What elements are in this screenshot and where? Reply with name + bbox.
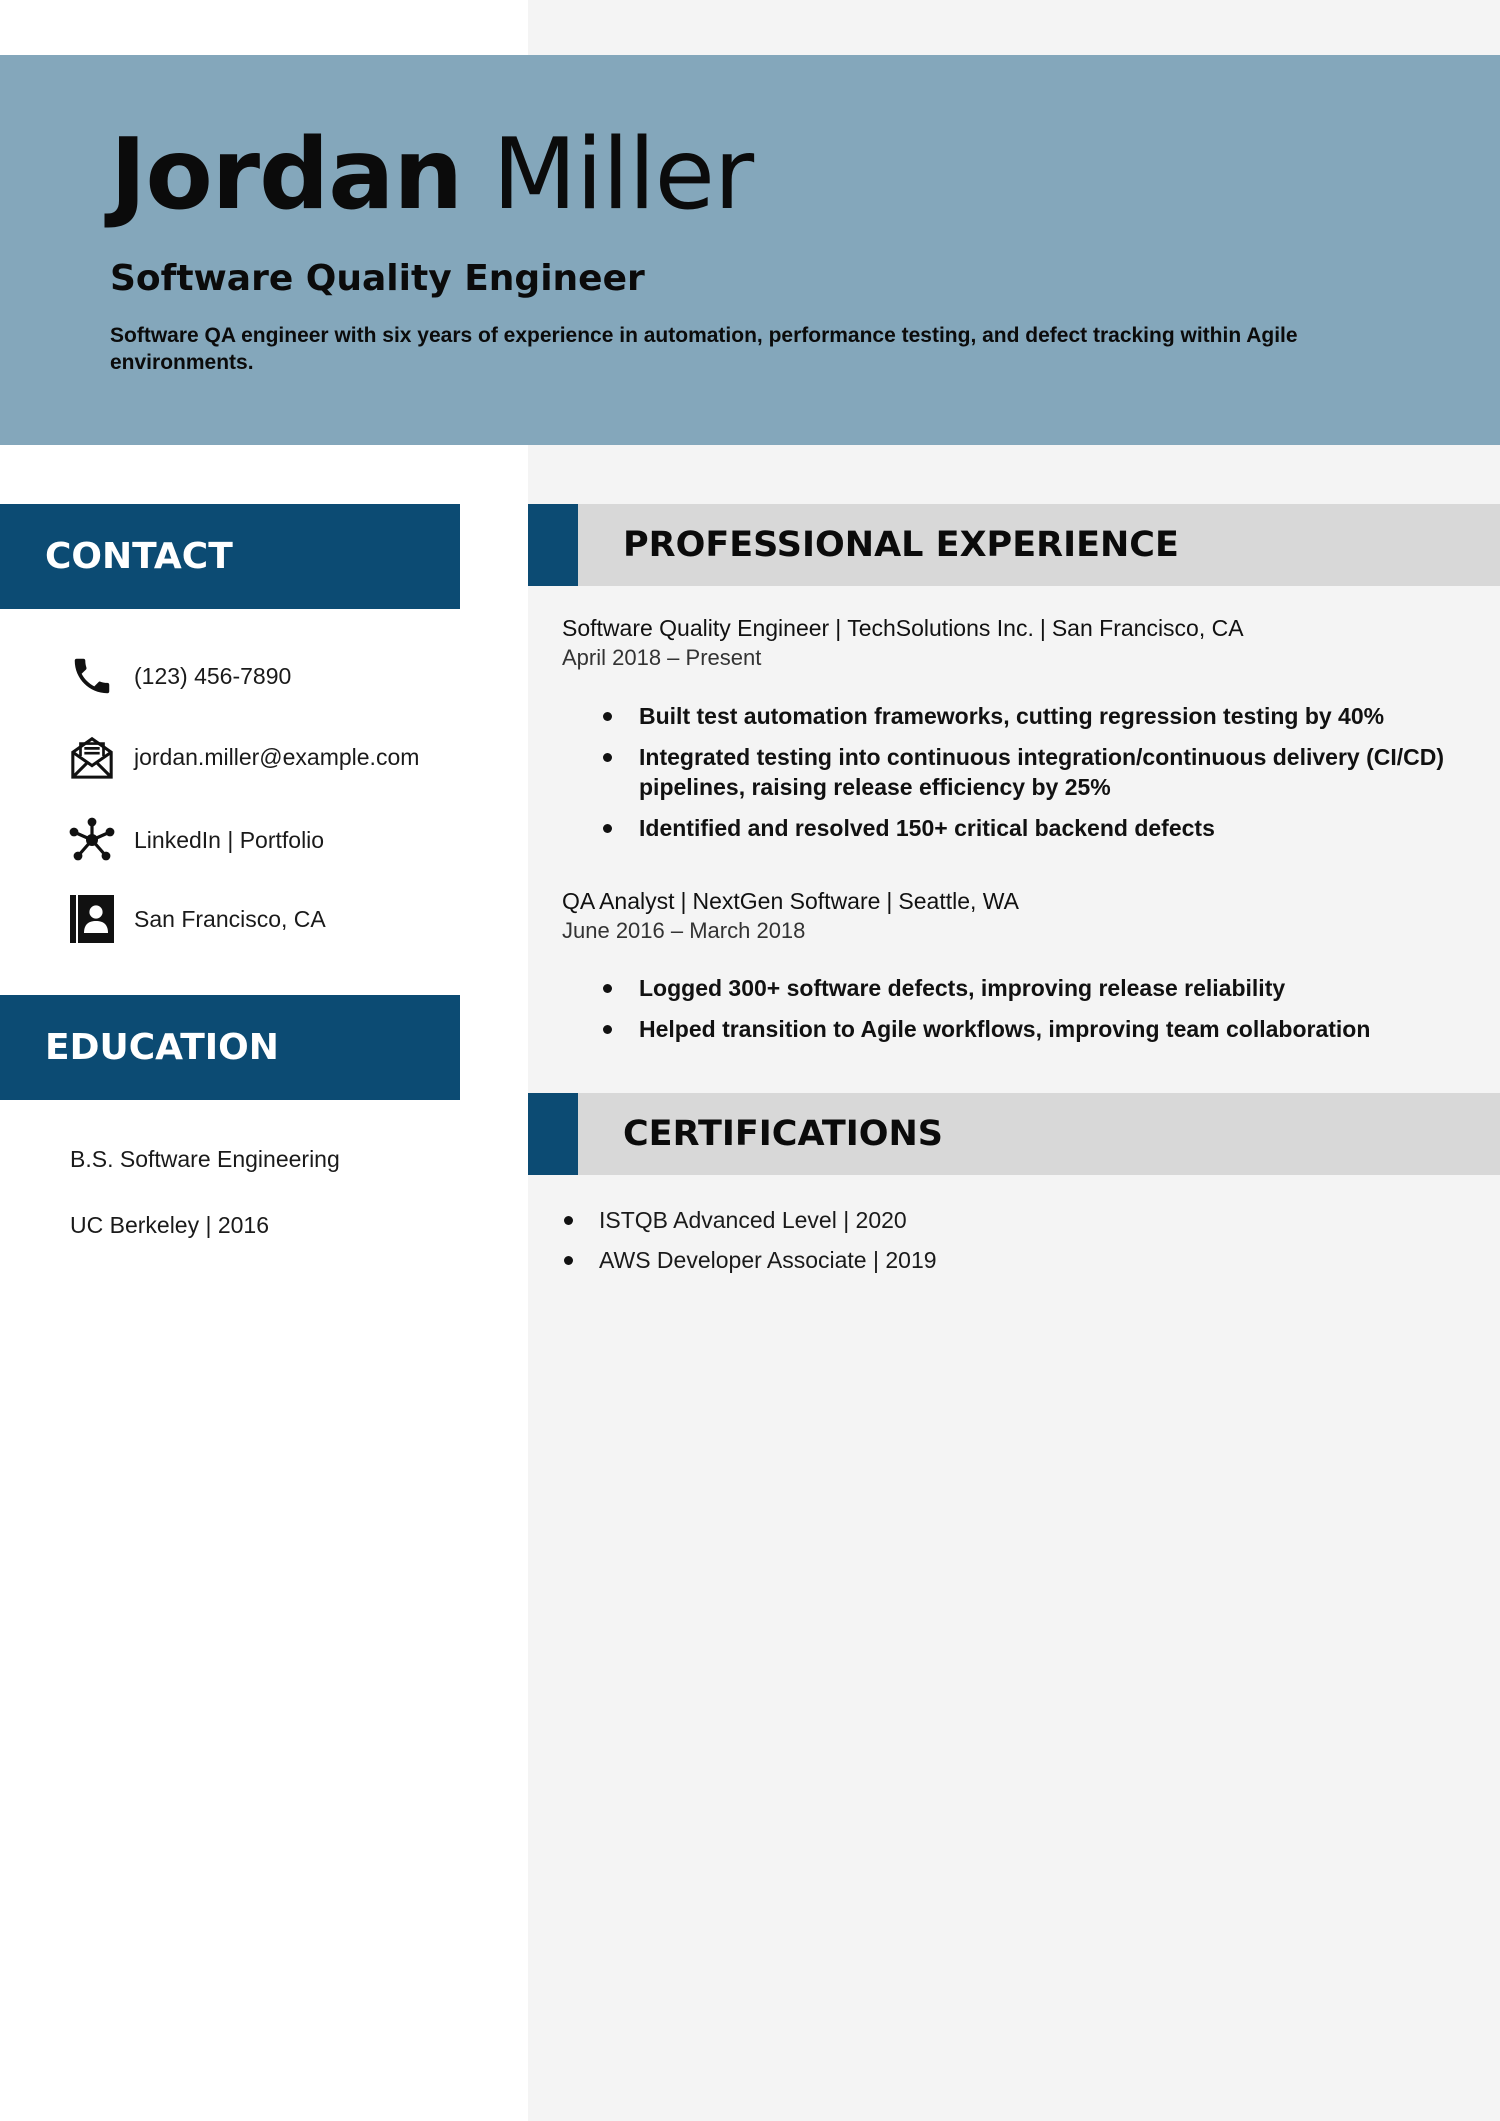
mail-icon xyxy=(68,733,116,781)
certifications-heading-accent xyxy=(528,1093,578,1175)
job-1-role: Software Quality Engineer xyxy=(562,615,830,641)
separator: | xyxy=(886,888,893,914)
job-1-line xyxy=(562,615,1244,642)
linkedin-portfolio-links[interactable]: LinkedIn | Portfolio xyxy=(134,826,325,853)
job-2-dates: June 2016 – March 2018 xyxy=(562,918,806,943)
profile-summary: Software QA engineer with six years of experience in automation, performance testing, and defect tracking within Agile environments. xyxy=(110,324,1298,374)
contact-phone xyxy=(68,650,488,702)
list-item: Built test automation frameworks, cutting regression testing by 40% xyxy=(600,701,1450,731)
phone-icon xyxy=(68,652,116,700)
separator: | xyxy=(680,888,687,914)
job-1-dates: April 2018 – Present xyxy=(562,645,762,670)
contact-card-icon xyxy=(68,895,116,943)
contact-email xyxy=(68,731,488,783)
network-icon xyxy=(68,816,116,864)
first-name: Jordan xyxy=(110,118,463,232)
certifications-list xyxy=(560,1200,937,1280)
job-1-bullets xyxy=(600,701,1450,854)
certifications-heading xyxy=(528,1093,1500,1175)
contact-links xyxy=(68,814,488,866)
job-2-company: NextGen Software xyxy=(692,888,881,914)
job-2-line xyxy=(562,888,1019,915)
list-item: Identified and resolved 150+ critical backend defects xyxy=(600,813,1450,843)
job-1-location: San Francisco, CA xyxy=(1051,615,1244,641)
job-1-company: TechSolutions Inc. xyxy=(847,615,1034,641)
job-title: Software Quality Engineer xyxy=(110,258,645,299)
phone-number: (123) 456-7890 xyxy=(134,662,292,689)
job-2-role: QA Analyst xyxy=(562,888,675,914)
education-school: UC Berkeley | 2016 xyxy=(70,1212,270,1238)
separator: | xyxy=(1039,615,1046,641)
list-item: Integrated testing into continuous integration/continuous delivery (CI/CD) pipelines, raising release efficiency by 25% xyxy=(600,742,1450,802)
last-name: Miller xyxy=(492,118,754,232)
separator: | xyxy=(835,615,842,641)
candidate-name xyxy=(110,115,753,235)
experience-heading xyxy=(528,504,1500,586)
education-heading: EDUCATION xyxy=(0,995,460,1100)
certifications-heading-label: CERTIFICATIONS xyxy=(623,1114,944,1154)
location-text: San Francisco, CA xyxy=(134,905,326,932)
contact-location xyxy=(68,893,488,945)
education-degree: B.S. Software Engineering xyxy=(70,1146,340,1172)
experience-heading-label: PROFESSIONAL EXPERIENCE xyxy=(623,525,1179,565)
job-2-location: Seattle, WA xyxy=(898,888,1019,914)
list-item: ISTQB Advanced Level | 2020 xyxy=(560,1200,937,1240)
job-2-bullets xyxy=(600,973,1450,1055)
experience-heading-accent xyxy=(528,504,578,586)
resume-header xyxy=(0,55,1500,445)
list-item: AWS Developer Associate | 2019 xyxy=(560,1240,937,1280)
contact-heading: CONTACT xyxy=(0,504,460,609)
email-address[interactable]: jordan.miller@example.com xyxy=(134,743,420,770)
list-item: Logged 300+ software defects, improving release reliability xyxy=(600,973,1450,1003)
list-item: Helped transition to Agile workflows, improving team collaboration xyxy=(600,1014,1450,1044)
